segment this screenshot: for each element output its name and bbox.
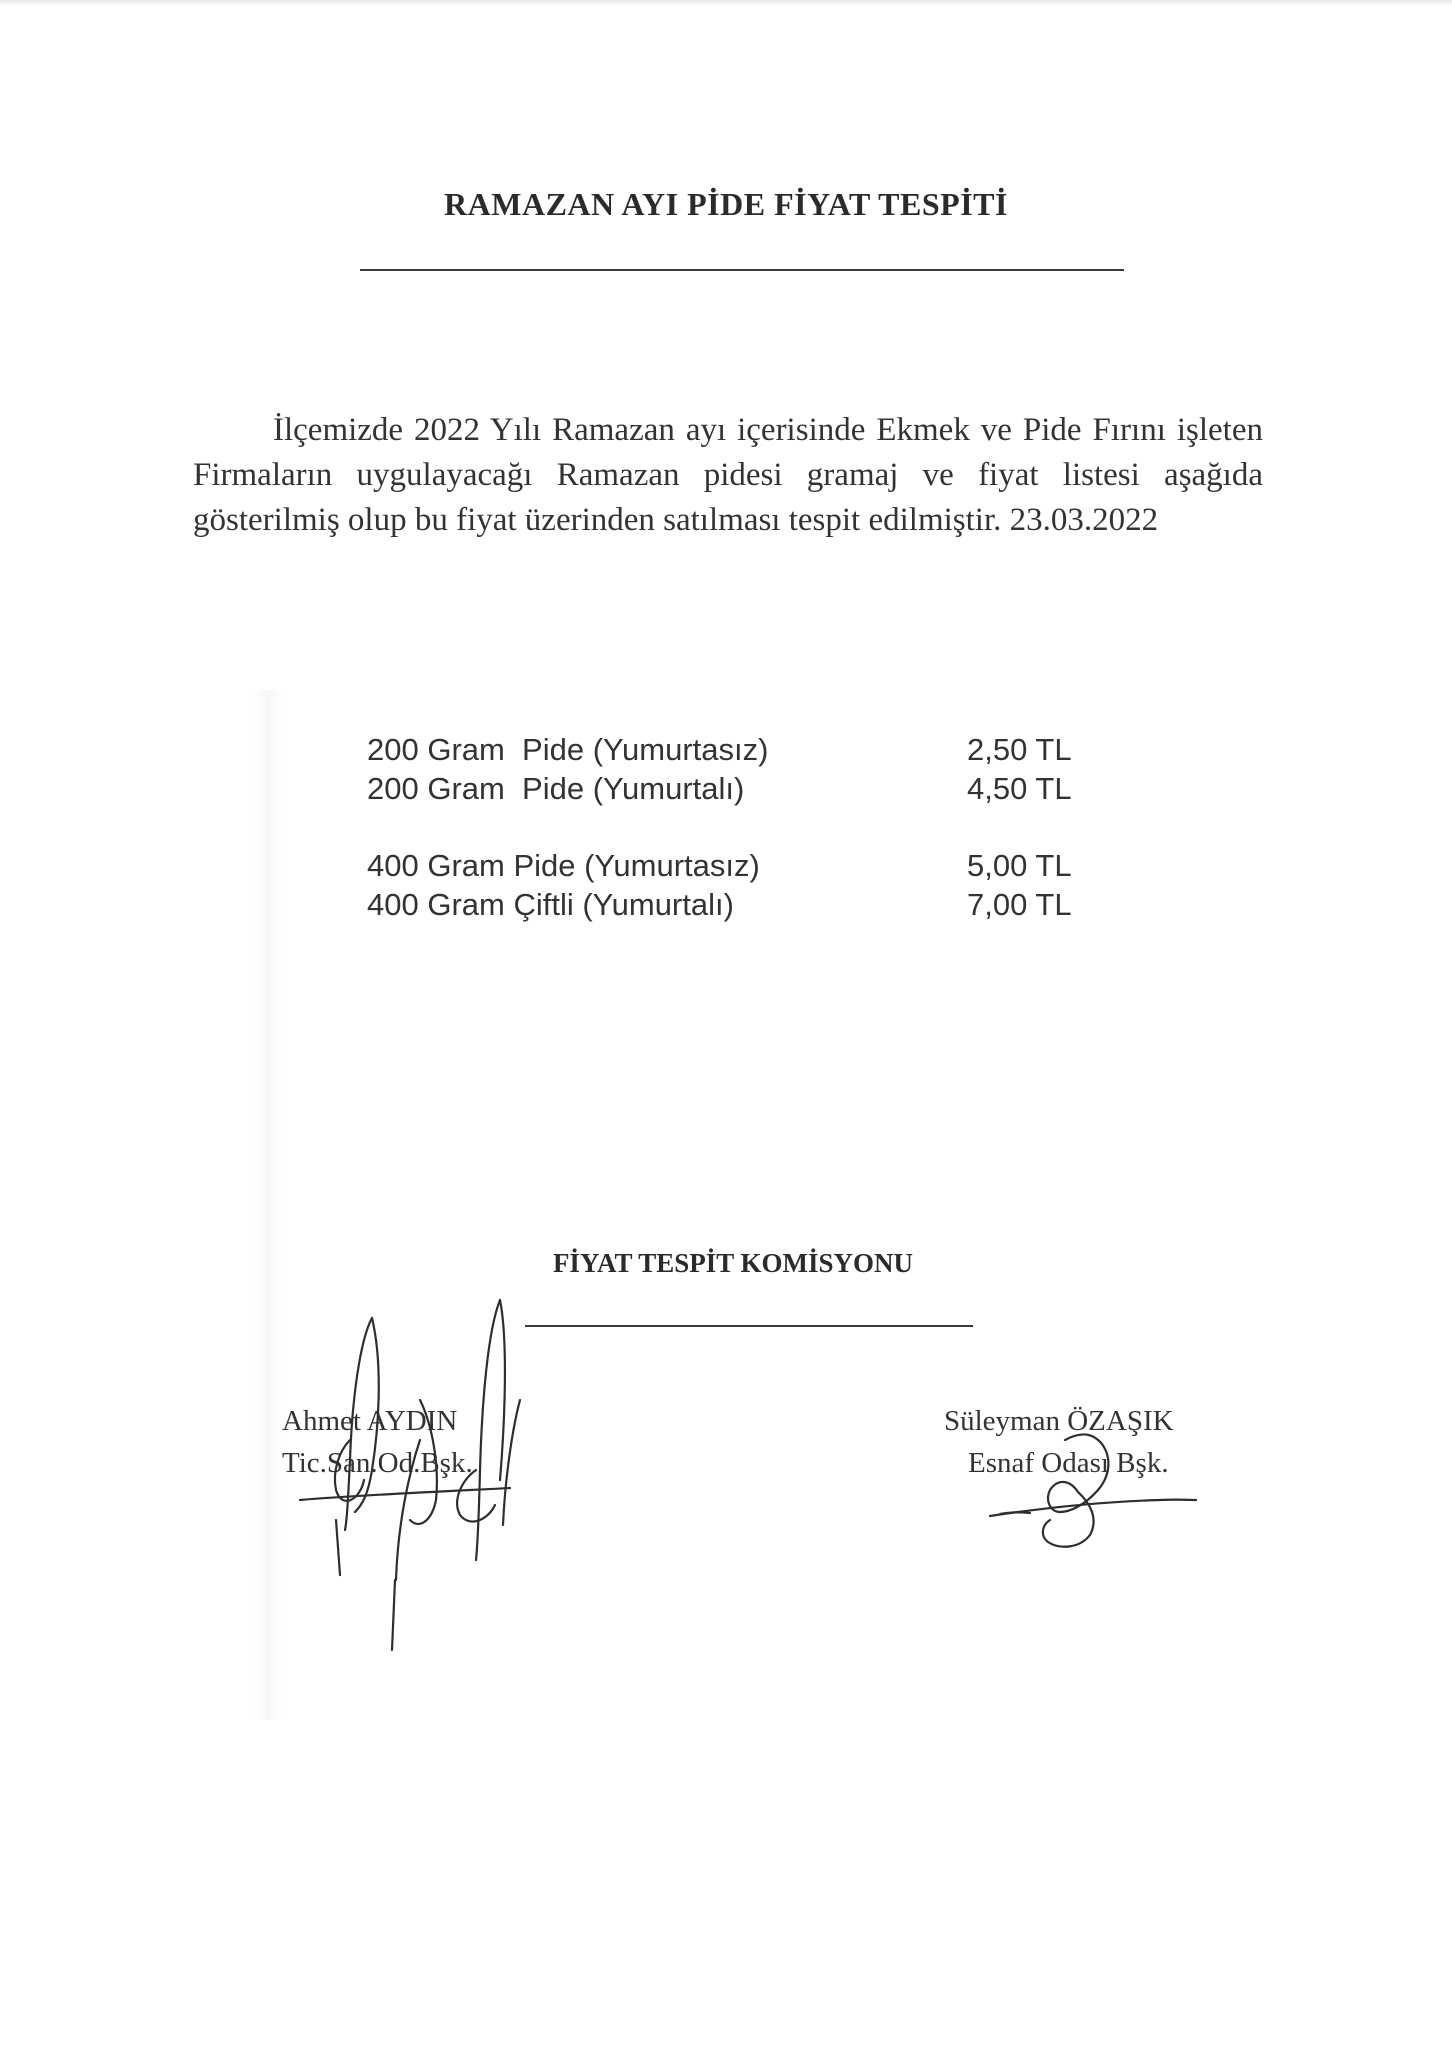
scan-shadow (255, 690, 281, 1720)
committee-underline (525, 1325, 973, 1327)
price-item-name: 200 Gram Pide (Yumurtasız) (367, 732, 769, 767)
price-item-name: 400 Gram Çiftli (Yumurtalı) (367, 887, 734, 922)
title-underline (360, 269, 1124, 271)
price-item-value: 2,50 TL (967, 732, 1072, 767)
signatory-right-name: Süleyman ÖZAŞIK (944, 1405, 1174, 1437)
price-item-value: 7,00 TL (967, 887, 1072, 922)
price-row (367, 885, 1087, 924)
price-row (367, 730, 1087, 769)
price-item-name: 400 Gram Pide (Yumurtasız) (367, 848, 760, 883)
price-row (367, 846, 1087, 885)
announcement-paragraph: İlçemizde 2022 Yılı Ramazan ayı içerisinde Ekmek ve Pide Fırını işleten Firmaların uygulayacağı Ramazan pidesi gramaj ve fiyat listesi aşağıda gösterilmiş olup bu fiyat üzerinden satılması tespit edilmiştir. 23.03.2022 (193, 412, 1263, 538)
price-item-value: 5,00 TL (967, 848, 1072, 883)
price-item-value: 4,50 TL (967, 771, 1072, 806)
price-row (367, 769, 1087, 808)
scan-edge (0, 0, 1452, 6)
committee-title: FİYAT TESPİT KOMİSYONU (552, 1248, 914, 1278)
signatory-left (282, 1400, 473, 1484)
document-title: RAMAZAN AYI PİDE FİYAT TESPİTİ (444, 186, 1008, 222)
signatory-right-role: Esnaf Odası Bşk. (968, 1447, 1169, 1479)
signatory-right (944, 1400, 1174, 1484)
price-list (367, 730, 1087, 924)
signatory-left-role: Tic.San.Od.Bşk. (282, 1447, 473, 1479)
signatory-left-name: Ahmet AYDIN (282, 1405, 458, 1437)
price-item-name: 200 Gram Pide (Yumurtalı) (367, 771, 745, 806)
